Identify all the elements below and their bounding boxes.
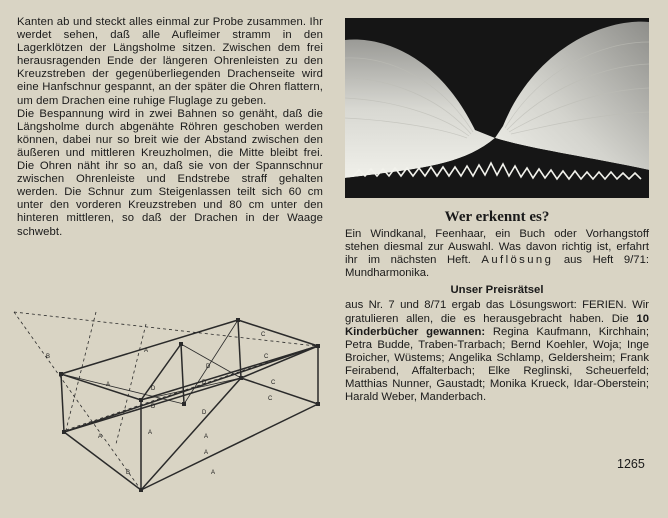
diagram-label: C [261,332,266,338]
diagram-label: C [268,396,273,402]
diagram-label: A [204,450,209,456]
prize-puzzle-result [345,299,649,404]
winners-list: Regina Kaufmann, Kirchhain; Petra Budde, Traben-Trarbach; Bernd Koehler, Woja; Inge Broicher, Wüstems; Angelika Schlamp, Geldersheim; Frank Feirabend, Affalterbach; Elke Reglinski, Scheuerfeld; Matthias Nunner, Gaustadt; Monika Krueck, Idar-Oberstein; Harald Weber, Manderbach. [345,325,649,404]
puzzle-intro [345,228,649,280]
diagram-label: D [151,386,156,392]
solution-text: aus Heft 9/71: Mundharmonika. [345,254,649,280]
puzzle-intro-text: Ein Windkanal, Feenhaar, ein Buch oder Vorhangstoff stehen diesmal zur Auswahl. Was davon richtig ist, erfahrt ihr im nächsten Heft. [345,228,649,267]
diagram-label: B [46,354,51,360]
diagram-label: A [211,470,216,476]
diagram-label: A [98,434,103,440]
diagram-label: B [126,470,131,476]
page-number: 1265 [617,457,645,471]
kite-construction-diagram [6,304,336,514]
fanned-book-image [345,18,649,198]
prize-puzzle-heading: Unser Preisrätsel [450,284,544,297]
winners-heading: 10 Kinderbücher gewannen: [345,312,649,338]
prize-puzzle-text: aus Nr. 7 und 8/71 ergab das Lösungswort: FERIEN. Wir gratulieren allen, die es herausgebracht haben. Die [345,299,649,325]
diagram-label: C [271,380,276,386]
diagram-label: D [202,410,207,416]
diagram-label: A [148,430,153,436]
instructions-paragraph-2: Die Bespannung wird in zwei Bahnen so genäht, daß die Längsholme durch abgenähte Röhren geschoben werden können, dabei nur so breit wie der Abstand zwischen den äußeren und mittleren Kreuzholmen, die Mitte bleibt frei. Die Ohren näht ihr so an, daß sie von der Spannschnur zwischen Ohrenleiste und Endstrebe straff gehalten werden. Die Schnur zum Steigenlassen teilt sich 60 cm unter den vorderen Kreuzstreben und 80 cm unter den hinteren mittleren, so daß der Drachen in der Waage schwebt. [17,107,323,238]
diagram-label: C [264,354,269,360]
instructions-paragraph-1: Kanten ab und steckt alles einmal zur Probe zusammen. Ihr werdet sehen, daß alle Aufleimer stramm in den Lagerklötzen der Längsholme sitzen. Zwischen dem frei herausragenden Ende der längeren Ohrenleisten zu den Kreuzstreben der gegenüberliegenden Drachenseite wird eine Hanfschnur gespannt, an der später die Ohren flattern, um dem Drachen eine ruhige Fluglage zu geben. [17,16,323,107]
puzzle-column [345,208,649,404]
puzzle-title: Wer erkennt es? [444,209,550,225]
diagram-label: A [204,434,209,440]
puzzle-photo [345,18,649,198]
diagram-label: A [106,382,111,388]
diagram-label: D [151,404,156,410]
diagram-label: A [144,348,149,354]
solution-label: Auflösung [481,254,554,267]
diagram-label: D [206,364,211,370]
diagram-label: D [202,380,207,386]
kite-instructions [17,16,323,239]
